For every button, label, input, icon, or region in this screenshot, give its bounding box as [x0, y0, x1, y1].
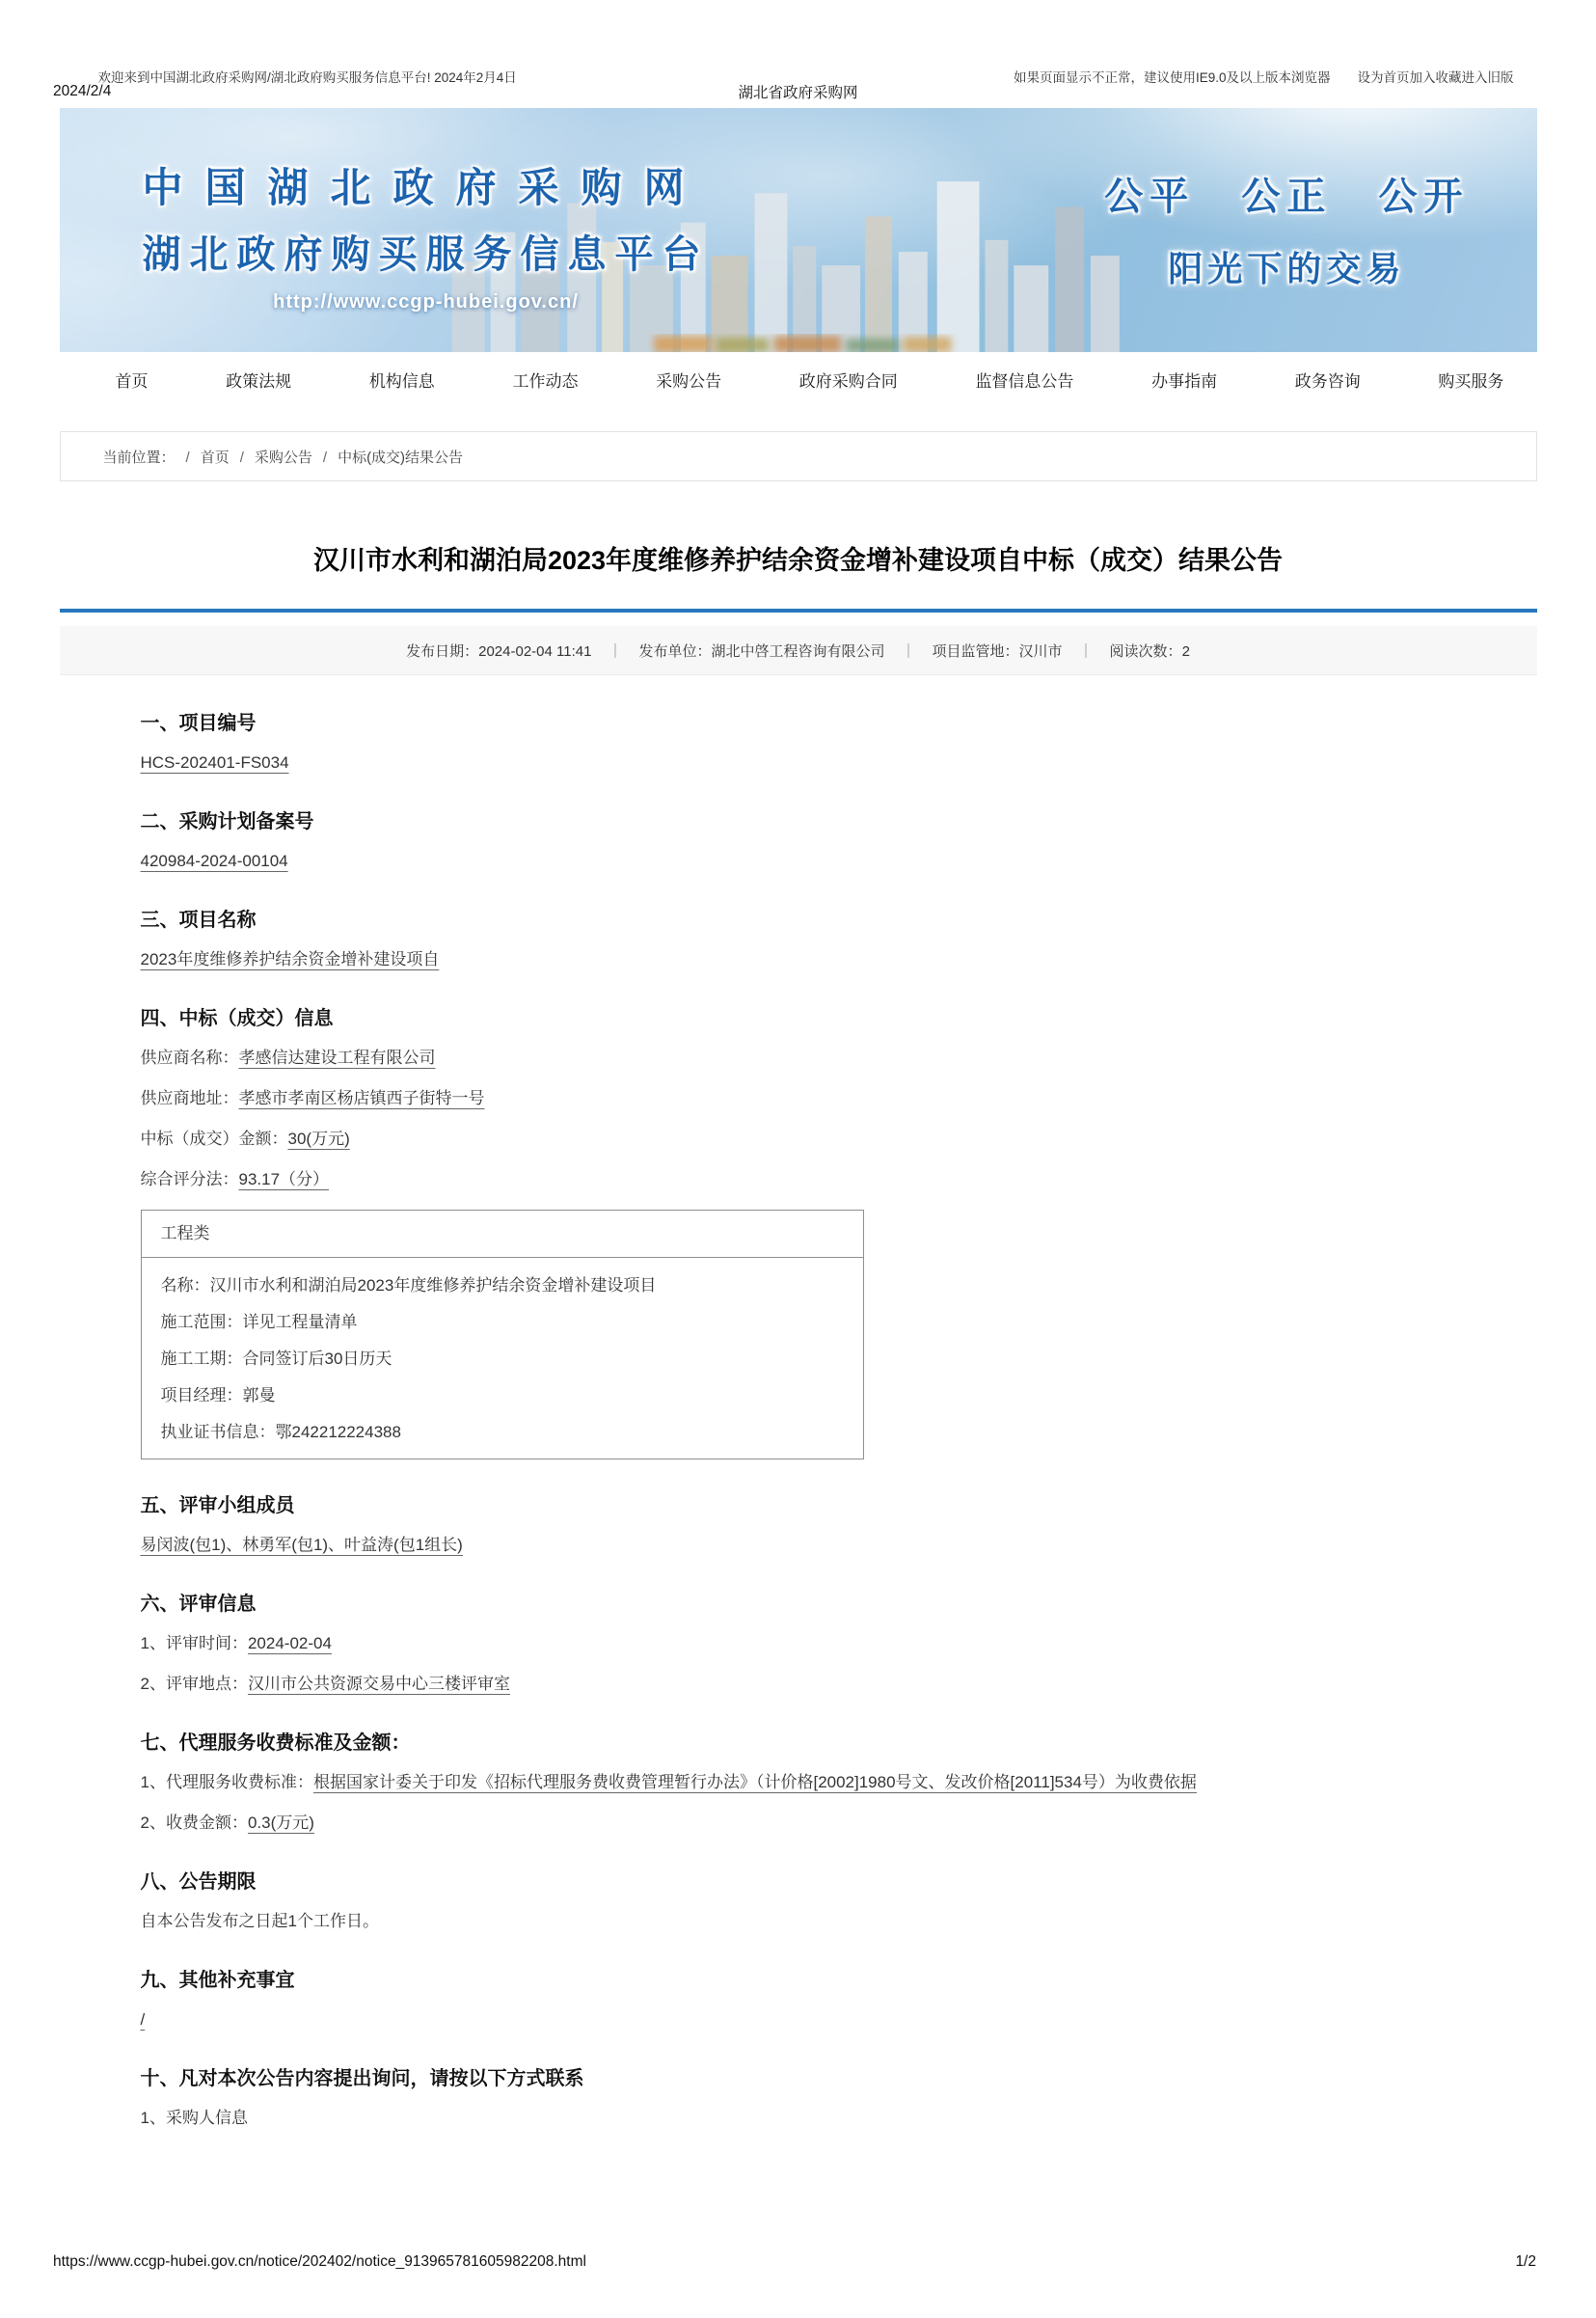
page-container — [60, 62, 1537, 2131]
article-section — [141, 1870, 1479, 1934]
article-section — [141, 712, 1479, 776]
print-url: https://www.ccgp-hubei.gov.cn/notice/202402/notice_913965781605982208.html — [53, 2253, 586, 2270]
breadcrumb — [60, 431, 1537, 481]
breadcrumb-item[interactable]: 采购公告 — [254, 449, 312, 466]
field-value: 1、采购人信息 — [140, 2109, 248, 2127]
field-line — [141, 1672, 1479, 1697]
banner-url: http://www.ccgp-hubei.gov.cn/ — [273, 291, 579, 313]
topbar-link[interactable]: 进入旧版 — [1461, 70, 1514, 85]
nav-item[interactable]: 办事指南 — [1151, 371, 1218, 391]
field-label: 2、评审地点： — [140, 1675, 248, 1693]
table-header-cell: 工程类 — [142, 1211, 863, 1258]
field-line — [141, 1086, 1479, 1111]
meta-separator: ｜ — [901, 642, 916, 660]
banner-slogan — [1104, 166, 1469, 291]
section-heading: 四、中标（成交）信息 — [140, 1008, 334, 1029]
field-line — [141, 1631, 1479, 1656]
topbar-link[interactable]: 设为首页 — [1357, 70, 1410, 85]
print-site-title: 湖北省政府采购网 — [738, 85, 858, 101]
article-section — [141, 810, 1479, 874]
main-nav — [60, 352, 1537, 406]
page-title: 汉川市水利和湖泊局2023年度维修养护结余资金增补建设项自中标（成交）结果公告 — [312, 546, 1284, 575]
table-row: 执业证书信息：鄂242212224388 — [160, 1423, 401, 1441]
nav-item[interactable]: 政府采购合同 — [798, 371, 898, 391]
nav-item[interactable]: 监督信息公告 — [975, 371, 1074, 391]
meta-label: 发布单位： — [638, 642, 712, 660]
section-heading: 七、代理服务收费标准及金额： — [140, 1732, 411, 1754]
article-section — [141, 1494, 1479, 1558]
field-value: 93.17（分） — [238, 1170, 330, 1188]
field-label: 中标（成交）金额： — [140, 1130, 288, 1148]
field-value: 2024-02-04 — [247, 1634, 332, 1652]
nav-item[interactable]: 政务咨询 — [1294, 371, 1361, 391]
nav-item[interactable]: 工作动态 — [512, 371, 579, 391]
field-line — [141, 2007, 1479, 2032]
field-value: 0.3(万元) — [247, 1813, 314, 1832]
meta-label: 阅读次数： — [1109, 642, 1182, 660]
meta-separator: ｜ — [1078, 642, 1094, 660]
field-value: 孝感市孝南区杨店镇西子街特一号 — [238, 1089, 485, 1107]
field-value: 自本公告发布之日起1个工作日。 — [140, 1912, 379, 1930]
banner-title-line2: 湖北政府购买服务信息平台 — [142, 233, 710, 276]
section-heading: 六、评审信息 — [140, 1594, 257, 1615]
print-page-number: 1/2 — [1515, 2253, 1536, 2270]
site-banner — [60, 108, 1537, 352]
table-row: 项目经理：郭曼 — [160, 1386, 276, 1404]
field-line — [141, 1533, 1479, 1558]
meta-separator: ｜ — [608, 642, 623, 660]
breadcrumb-separator: / — [185, 449, 190, 466]
field-value: 汉川市公共资源交易中心三楼评审室 — [247, 1675, 510, 1693]
section-heading: 八、公告期限 — [140, 1871, 257, 1893]
meta-value: 汉川市 — [1018, 642, 1063, 660]
nav-item[interactable]: 机构信息 — [368, 371, 435, 391]
article-meta-bar — [60, 626, 1537, 675]
article-section — [141, 1969, 1479, 2032]
table-row: 施工工期：合同签订后30日历天 — [160, 1350, 392, 1368]
breadcrumb-items — [176, 447, 464, 467]
field-line — [141, 947, 1479, 972]
breadcrumb-separator: / — [322, 449, 328, 466]
meta-value: 湖北中啓工程咨询有限公司 — [711, 642, 885, 660]
print-header — [53, 81, 1543, 102]
field-value: 根据国家计委关于印发《招标代理服务费收费管理暂行办法》（计价格[2002]1980号文、发改价格[2011]534号）为收费依据 — [312, 1773, 1197, 1791]
section-heading: 九、其他补充事宜 — [140, 1970, 295, 1991]
meta-item — [1110, 641, 1190, 661]
field-value: 30(万元) — [287, 1130, 350, 1148]
field-line — [141, 849, 1479, 874]
nav-item[interactable]: 购买服务 — [1438, 371, 1504, 391]
article-section — [141, 1007, 1479, 1459]
article-body — [60, 675, 1537, 2131]
section-heading: 五、评审小组成员 — [140, 1495, 295, 1516]
field-label: 供应商地址： — [140, 1089, 239, 1107]
field-label: 2、收费金额： — [140, 1813, 248, 1832]
banner-slogan-line1: 公平 公正 公开 — [1104, 176, 1470, 218]
field-value: 孝感信达建设工程有限公司 — [238, 1049, 436, 1067]
table-body — [142, 1258, 863, 1459]
welcome-text: 欢迎来到中国湖北政府采购网/湖北政府购买服务信息平台! 2024年2月4日 — [97, 70, 517, 85]
field-label: 1、评审时间： — [140, 1634, 248, 1652]
table-row: 名称：汉川市水利和湖泊局2023年度维修养护结余资金增补建设项目 — [160, 1276, 657, 1295]
breadcrumb-separator: / — [239, 449, 244, 466]
section-heading: 二、采购计划备案号 — [140, 811, 314, 832]
article-section — [141, 2067, 1479, 2131]
banner-title-line1: 中国湖北政府采购网 — [142, 165, 707, 210]
field-label: 1、代理服务收费标准： — [140, 1773, 313, 1791]
meta-value: 2024-02-04 11:41 — [478, 642, 592, 660]
banner-slogan-line2: 阳光下的交易 — [1168, 249, 1406, 288]
topbar-link[interactable]: 加入收藏 — [1409, 70, 1462, 85]
nav-item[interactable]: 政策法规 — [226, 371, 292, 391]
breadcrumb-item[interactable]: 首页 — [200, 449, 230, 466]
table-row: 施工范围：详见工程量清单 — [160, 1313, 358, 1331]
field-line — [141, 1046, 1479, 1071]
field-label: 供应商名称： — [140, 1049, 239, 1067]
field-line — [141, 1811, 1479, 1836]
meta-value: 2 — [1181, 642, 1190, 660]
field-label: 综合评分法： — [140, 1170, 239, 1188]
field-line — [141, 750, 1479, 776]
article-section — [141, 1732, 1479, 1836]
article-section — [141, 1593, 1479, 1697]
meta-label: 项目监管地： — [932, 642, 1019, 660]
banner-branding — [143, 156, 710, 314]
print-date: 2024/2/4 — [53, 83, 112, 99]
breadcrumb-label: 当前位置： — [102, 449, 176, 466]
section-heading: 三、项目名称 — [140, 910, 257, 931]
field-line — [141, 2106, 1479, 2131]
meta-label: 发布日期： — [406, 642, 479, 660]
field-value: HCS-202401-FS034 — [140, 753, 289, 772]
article-section — [141, 909, 1479, 972]
nav-item[interactable]: 采购公告 — [656, 371, 722, 391]
field-line — [141, 1909, 1479, 1934]
field-value: 420984-2024-00104 — [140, 852, 288, 870]
field-line — [141, 1167, 1479, 1192]
meta-item — [933, 641, 1063, 661]
meta-item — [638, 641, 884, 661]
field-value: 易闵波(包1)、林勇军(包1)、叶益涛(包1组长) — [140, 1536, 463, 1554]
field-value: 2023年度维修养护结余资金增补建设项自 — [140, 950, 440, 968]
field-line — [141, 1127, 1479, 1152]
field-line — [141, 1770, 1479, 1795]
field-value: / — [140, 2010, 146, 2029]
breadcrumb-item[interactable]: 中标(成交)结果公告 — [338, 449, 464, 466]
section-heading: 一、项目编号 — [140, 713, 257, 734]
project-info-table — [141, 1210, 864, 1459]
nav-item[interactable]: 首页 — [115, 371, 149, 391]
browser-tip-text: 如果页面显示不正常，建议使用IE9.0及以上版本浏览器 — [1013, 70, 1331, 85]
title-divider — [60, 609, 1537, 613]
section-heading: 十、凡对本次公告内容提出询问，请按以下方式联系 — [140, 2068, 584, 2089]
meta-item — [406, 641, 591, 661]
